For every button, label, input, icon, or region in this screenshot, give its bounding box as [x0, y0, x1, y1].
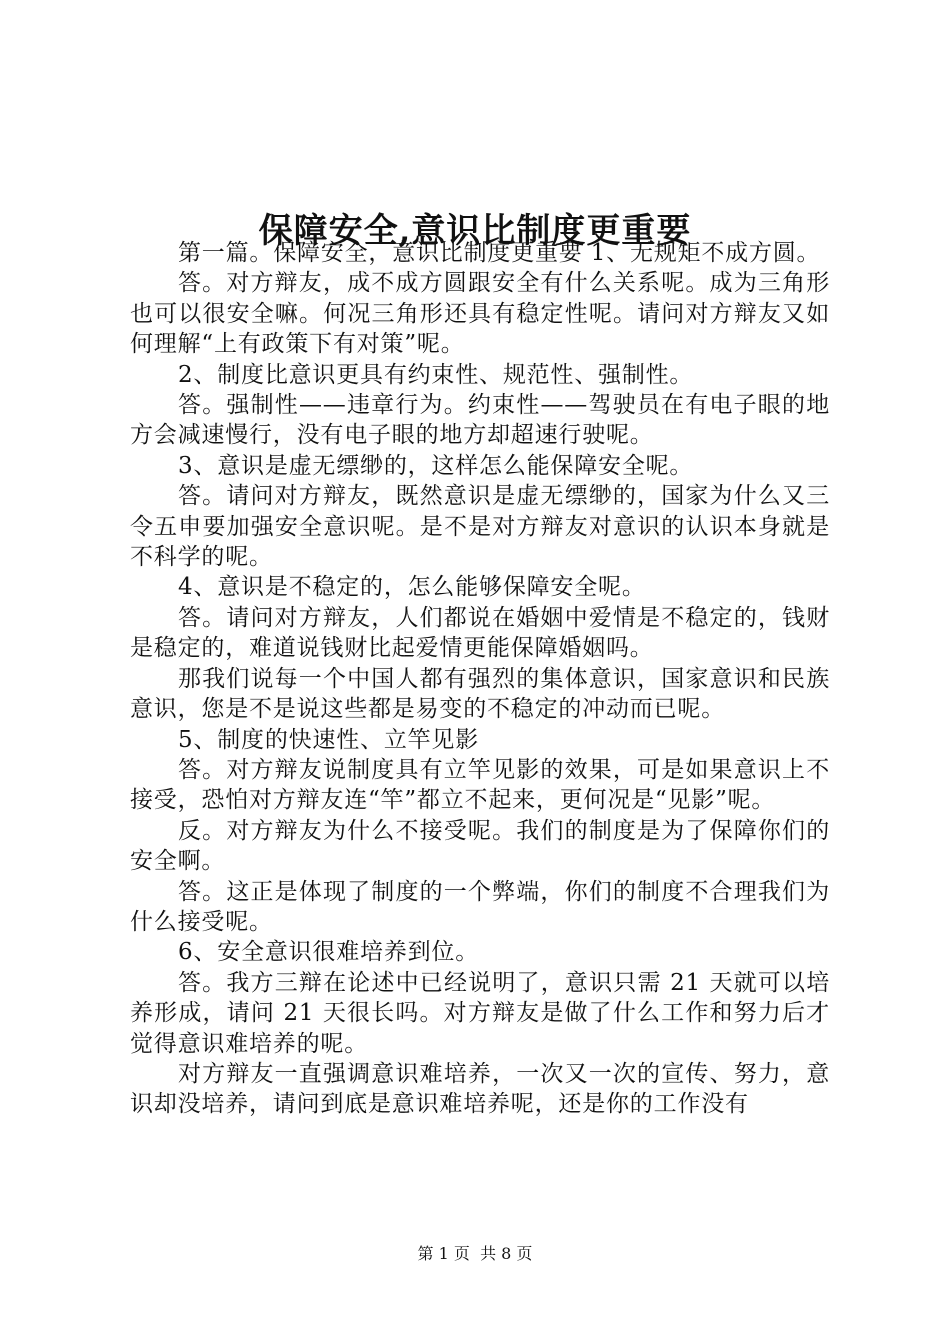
- paragraph: 2、制度比意识更具有约束性、规范性、强制性。: [178, 361, 694, 388]
- paragraph: 答。我方三辩在论述中已经说明了，意识只需 21 天就可以培养形成，请问 21 天很长吗。对方辩友是做了什么工作和努力后才觉得意识难培养的呢。: [130, 969, 830, 1057]
- paragraph: 答。对方辩友，成不成方圆跟安全有什么关系呢。成为三角形也可以很安全嘛。何况三角形还具有稳定性呢。请问对方辩友又如何理解“上有政策下有对策”呢。: [130, 270, 830, 358]
- paragraph: 那我们说每一个中国人都有强烈的集体意识，国家意识和民族意识，您是不是说这些都是易变的不稳定的冲动而已呢。: [130, 665, 830, 723]
- paragraph: 4、意识是不稳定的，怎么能够保障安全呢。: [178, 574, 646, 601]
- document-title: 保障安全,意识比制度更重要: [258, 210, 692, 251]
- paragraph: 答。这正是体现了制度的一个弊端，你们的制度不合理我们为什么接受呢。: [130, 878, 830, 935]
- paragraph: 答。请问对方辩友，人们都说在婚姻中爱情是不稳定的，钱财是稳定的，难道说钱财比起爱情更能保障婚姻吗。: [130, 604, 830, 662]
- paragraph: 答。强制性——违章行为。约束性——驾驶员在有电子眼的地方会减速慢行，没有电子眼的地方却超速行驶呢。: [130, 392, 830, 449]
- paragraph: 第一篇。保障安全，意识比制度更重要 1、无规矩不成方圆。: [178, 240, 821, 266]
- paragraph: 反。对方辩友为什么不接受呢。我们的制度是为了保障你们的安全啊。: [130, 817, 830, 875]
- paragraph: 答。对方辩友说制度具有立竿见影的效果，可是如果意识上不接受，恐怕对方辩友连“竿”都立不起来，更何况是“见影”呢。: [130, 756, 830, 814]
- page-footer: [0, 1244, 950, 1264]
- document-body: [130, 238, 830, 1120]
- page-number: 第 1 页 共 8 页: [417, 1244, 533, 1263]
- paragraph: 对方辩友一直强调意识难培养，一次又一次的宣传、努力，意识却没培养，请问到底是意识难培养呢，还是你的工作没有: [130, 1060, 830, 1118]
- paragraph: 3、意识是虚无缥缈的，这样怎么能保障安全呢。: [178, 452, 694, 479]
- paragraph: 答。请问对方辩友，既然意识是虚无缥缈的，国家为什么又三令五申要加强安全意识呢。是不是对方辩友对意识的认识本身就是不科学的呢。: [130, 483, 830, 571]
- paragraph: 6、安全意识很难培养到位。: [178, 939, 480, 966]
- paragraph: 5、制度的快速性、立竿见影: [178, 726, 480, 753]
